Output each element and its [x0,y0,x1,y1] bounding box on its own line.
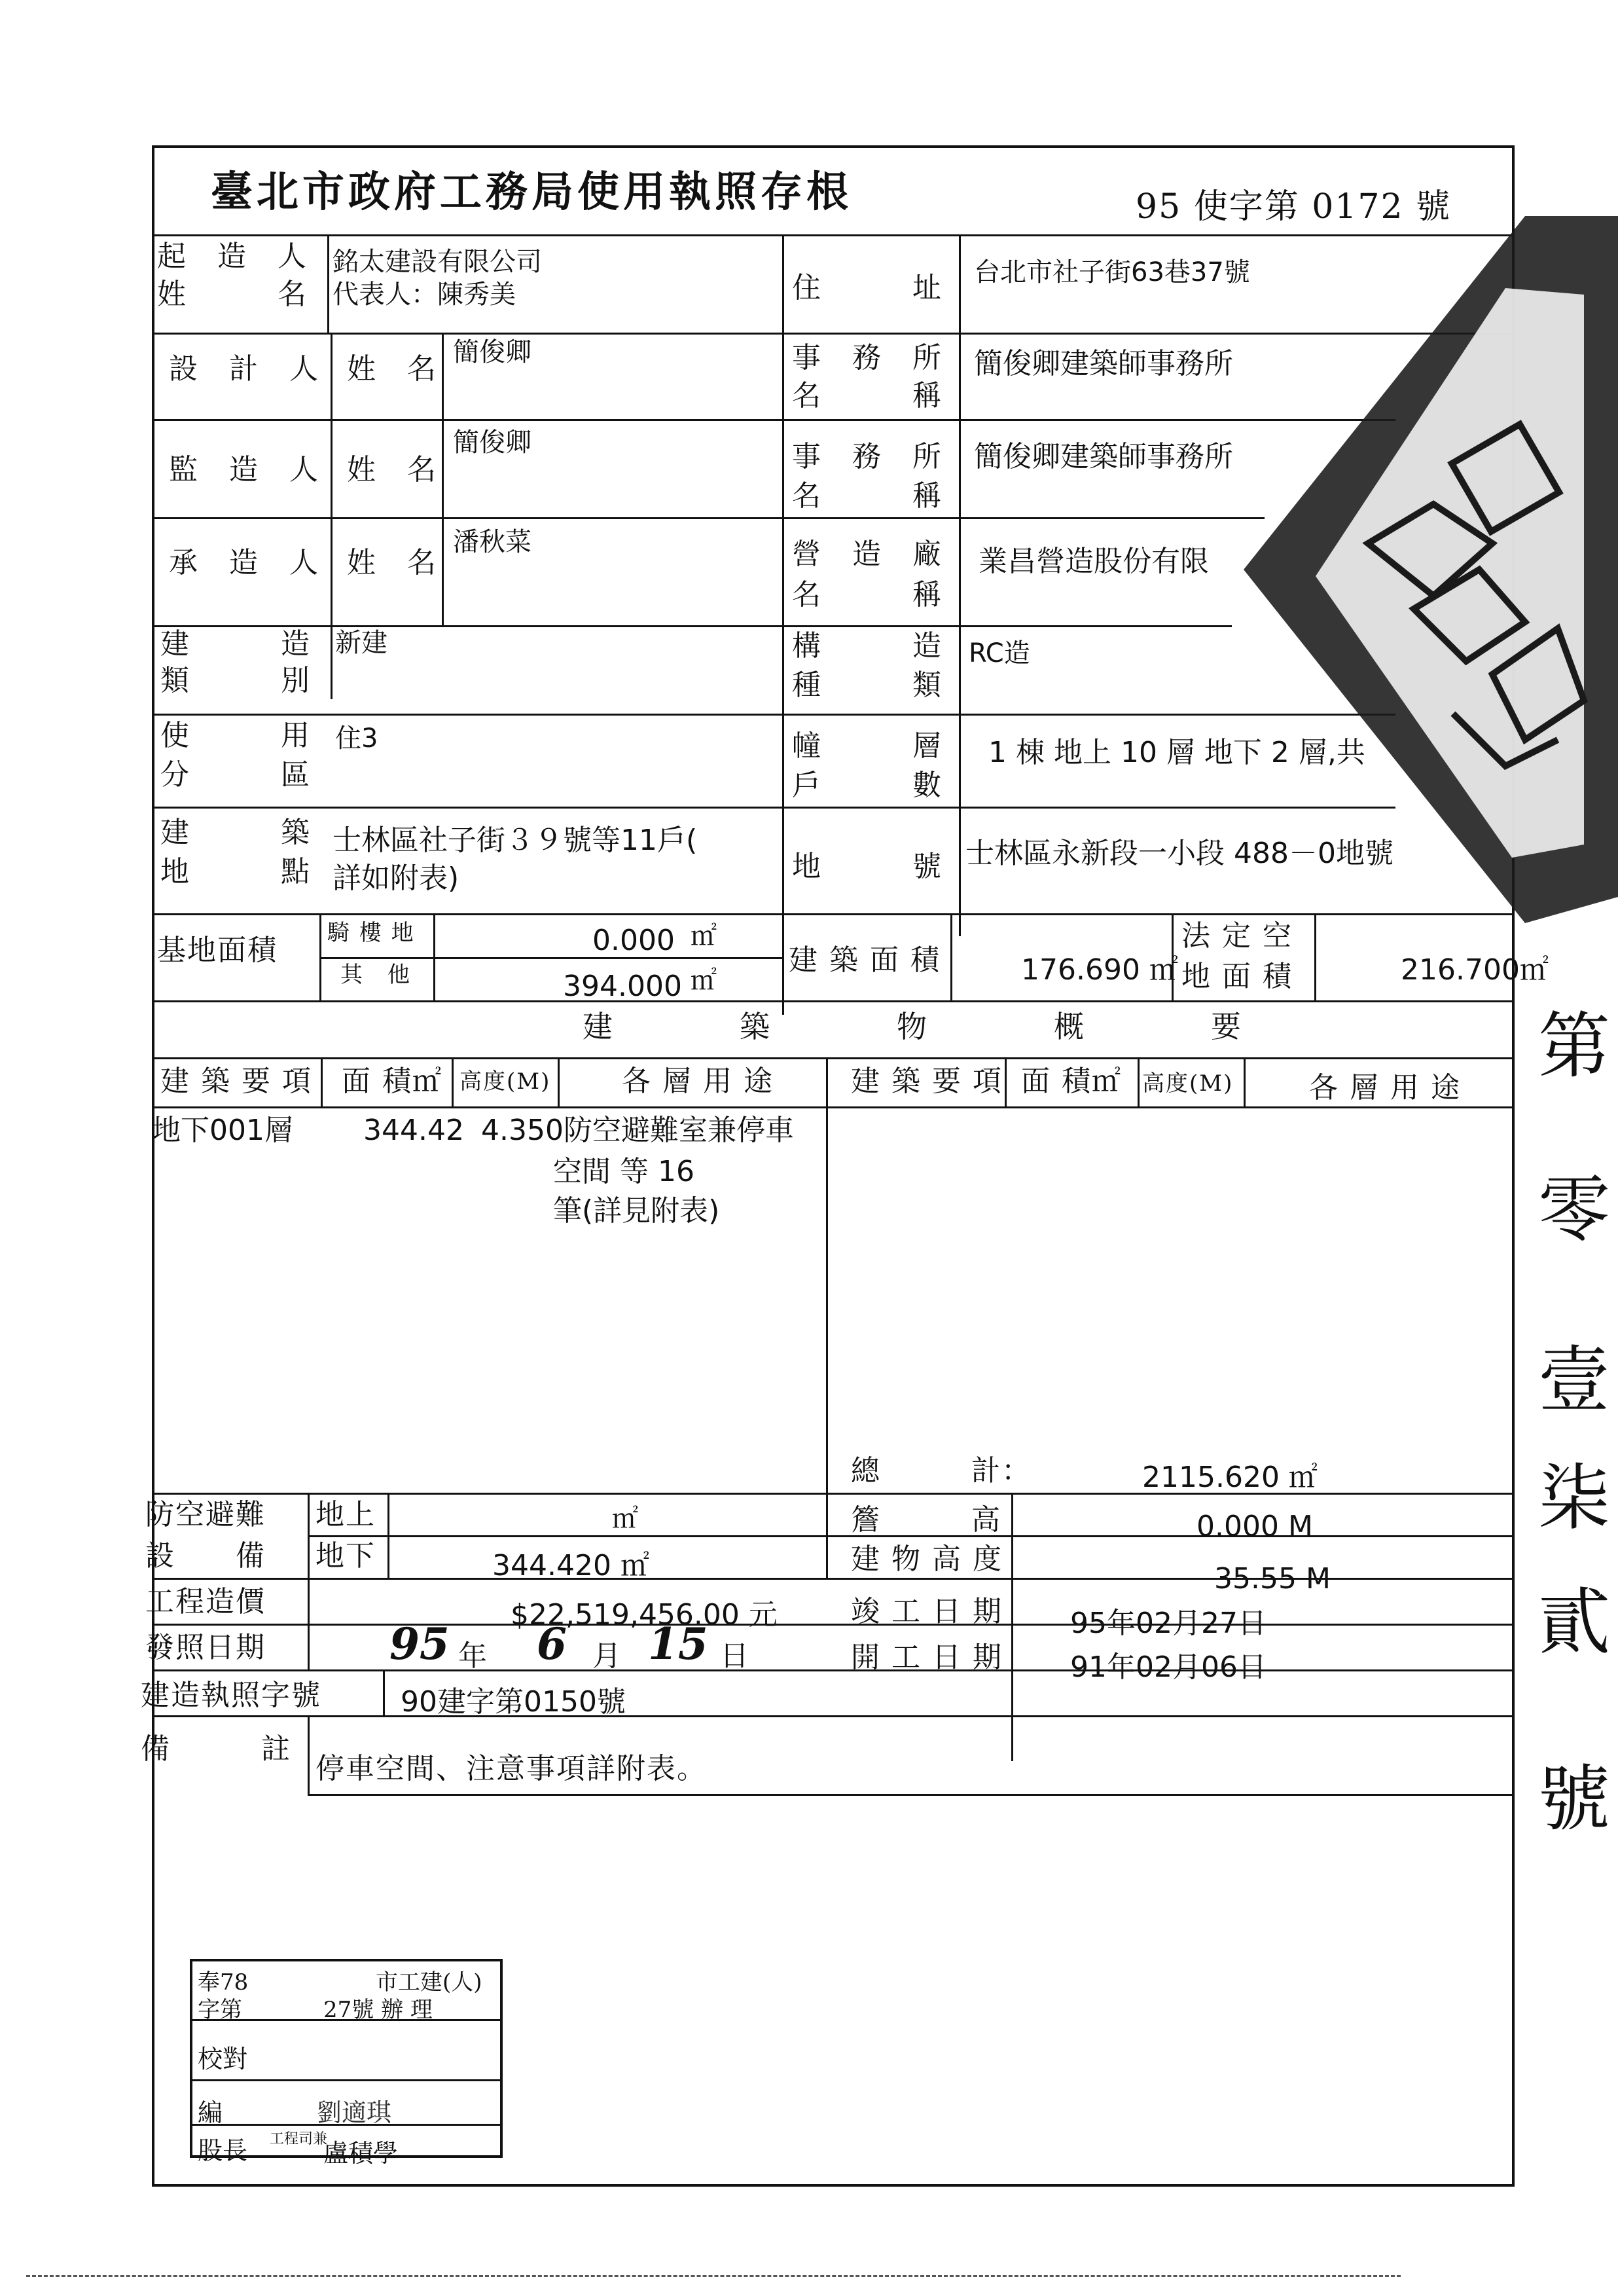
lot-number: 士林區永新段一小段 488－0地號 [965,837,1393,870]
official-seal-stamp [1217,203,1618,923]
owner-representative: 代表人：陳秀美 [333,280,516,310]
contractor-firm-label: 營 造 廠 [792,538,943,571]
shelter-label-2: 設 備 [145,1539,266,1573]
col-item-header: 建 築 要 項 [160,1065,312,1098]
approval-stamp [190,1959,503,2168]
permit-number: 90建字第0150號 [401,1685,626,1719]
eaves-value: 0.000 M [1196,1510,1313,1543]
supervisor-office-label-2: 名 稱 [792,479,943,513]
completion-date: 95年02月27日 [1070,1607,1267,1640]
location-address-line2: 詳如附表) [333,862,459,895]
shelter-below-value: 344.420 ㎡ [492,1549,649,1582]
designer-name: 簡俊卿 [453,337,531,367]
side-char-4: 柒 [1538,1456,1610,1540]
side-char-2: 零 [1538,1168,1610,1252]
open-space-label: 法 定 空 [1181,919,1293,953]
stamp-chief-label: 股長 [198,2136,248,2165]
col-use-header-2: 各 層 用 途 [1309,1071,1461,1104]
owner-label: 起 造 人 [157,240,308,273]
other-area-unit: ㎡ [691,966,717,996]
designer-label: 設 計 人 [169,352,319,386]
stamp-line-1: 奉78 [198,1969,249,1995]
floors-label: 幢 層 [792,729,943,763]
location-label: 建 築 [160,816,311,849]
col-use-header: 各 層 用 途 [622,1065,774,1098]
floor-height-use: 4.350防空避難室兼停車 [481,1114,794,1147]
side-char-3: 壹 [1538,1338,1610,1422]
designer-office-label-2: 名 稱 [792,379,943,412]
summary-heading: 建 築 物 概 要 [583,1009,1242,1044]
completion-date-label: 竣 工 日 期 [851,1595,1003,1628]
building-area-value: 176.690 ㎡ [1021,953,1178,987]
license-number: 95 使字第 0172 號 [1136,187,1452,227]
shelter-above-unit: ㎡ [612,1504,638,1534]
shelter-label: 防空避難 [145,1498,266,1531]
construction-type-label: 建 造 [160,627,311,661]
arcade-label: 騎 樓 地 [327,920,415,946]
supervisor-office-label: 事 務 所 [792,440,943,473]
col-item-header-2: 建 築 要 項 [851,1065,1003,1098]
shelter-below-label: 地下 [315,1539,376,1573]
floor-name: 地下001層 [152,1114,293,1147]
floor-use-line2: 空間 等 16 [553,1155,694,1188]
stamp-draft-label: 編 [198,2098,223,2127]
cost-label: 工程造價 [145,1585,266,1618]
construction-type-label-2: 類 別 [160,664,311,697]
total-value: 2115.620 ㎡ [1142,1461,1318,1494]
floor-use-line3: 筆(詳見附表) [553,1194,720,1228]
floors-label-2: 戶 數 [792,769,943,802]
stamp-check-label: 校對 [198,2045,248,2073]
contractor-firm-label-2: 名 稱 [792,578,943,611]
eaves-label: 簷 高 [851,1503,1001,1537]
col-height-header: 高度(M) [459,1068,551,1095]
contractor-name-label: 姓 名 [347,546,437,579]
supervisor-name: 簡俊卿 [453,428,531,458]
contractor-name: 潘秋菜 [453,527,531,557]
issue-month-unit: 月 [592,1639,622,1673]
zoning-label-2: 分 區 [160,758,311,792]
remarks-label: 備 註 [141,1732,291,1766]
stamp-chief-title: 工程司兼 [270,2131,328,2147]
site-area-label: 基地面積 [157,934,278,967]
issue-year-unit: 年 [458,1639,488,1673]
designer-office-label: 事 務 所 [792,341,943,374]
permit-label: 建造執照字號 [141,1679,321,1712]
contractor-label: 承 造 人 [169,546,319,579]
shelter-above-label: 地上 [315,1498,376,1531]
stamp-chief-name: 盧積學 [323,2139,399,2168]
supervisor-name-label: 姓 名 [347,453,437,486]
issue-year: 95 [389,1618,450,1669]
stamp-line-2b: 27號 辦 理 [323,1997,433,2023]
other-area-label: 其 他 [340,962,411,988]
issue-day: 15 [648,1618,708,1669]
open-space-value: 216.700㎡ [1401,953,1549,987]
total-label: 總 計： [851,1454,1032,1487]
issue-month: 6 [537,1618,567,1669]
owner-name: 銘太建設有限公司 [333,247,542,277]
remarks-text: 停車空間、注意事項詳附表。 [315,1752,707,1785]
supervisor-office: 簡俊卿建築師事務所 [974,440,1233,473]
col-area-header: 面 積㎡ [342,1065,442,1098]
contractor-firm: 業昌營造股份有限 [979,545,1209,578]
scan-edge-line [26,2275,1401,2277]
supervisor-label: 監 造 人 [169,453,319,486]
stamp-line-1b: 市工建(人) [376,1969,482,1995]
lot-label: 地 號 [792,850,943,883]
start-date-label: 開 工 日 期 [851,1641,1003,1674]
address-label: 住 址 [792,271,943,304]
side-char-6: 號 [1538,1757,1610,1841]
owner-name-label: 姓 名 [157,278,308,311]
building-height-value: 35.55 M [1214,1562,1331,1595]
structure-label: 構 造 [792,629,943,663]
issue-date-label: 發照日期 [145,1631,266,1664]
arcade-unit: ㎡ [691,921,717,951]
start-date: 91年02月06日 [1070,1650,1267,1684]
location-address-line1: 士林區社子街３９號等11戶( [333,824,698,857]
building-height-label: 建 物 高 度 [851,1542,1003,1576]
cost-value: $22,519,456.00 元 [511,1598,778,1631]
open-space-label-2: 地 面 積 [1181,960,1293,993]
floor-area: 344.42 [363,1114,464,1147]
side-char-1: 第 [1538,1004,1610,1088]
stamp-draft-name: 劉適琪 [317,2098,392,2127]
structure-label-2: 種 類 [792,668,943,702]
designer-name-label: 姓 名 [347,352,437,386]
arcade-value: 0.000 [592,924,675,957]
page-title: 臺北市政府工務局使用執照存根 [211,168,852,217]
zoning-label: 使 用 [160,719,311,752]
building-area-label: 建 築 面 積 [789,943,941,977]
location-label-2: 地 點 [160,855,311,888]
designer-office: 簡俊卿建築師事務所 [974,347,1233,380]
col-area-header-2: 面 積㎡ [1021,1065,1122,1098]
structure-type: RC造 [969,638,1030,668]
construction-type: 新建 [335,628,387,658]
floors-value: 1 棟 地上 10 層 地下 2 層,共 [988,736,1365,769]
owner-address: 台北市社子街63巷37號 [974,257,1250,287]
stamp-line-2: 字第 [198,1997,242,2023]
zoning-value: 住3 [335,723,378,754]
other-area-value: 394.000 [563,970,682,1003]
side-char-5: 貳 [1538,1580,1610,1664]
issue-day-unit: 日 [720,1639,750,1673]
col-height-header-2: 高度(M) [1142,1070,1234,1097]
